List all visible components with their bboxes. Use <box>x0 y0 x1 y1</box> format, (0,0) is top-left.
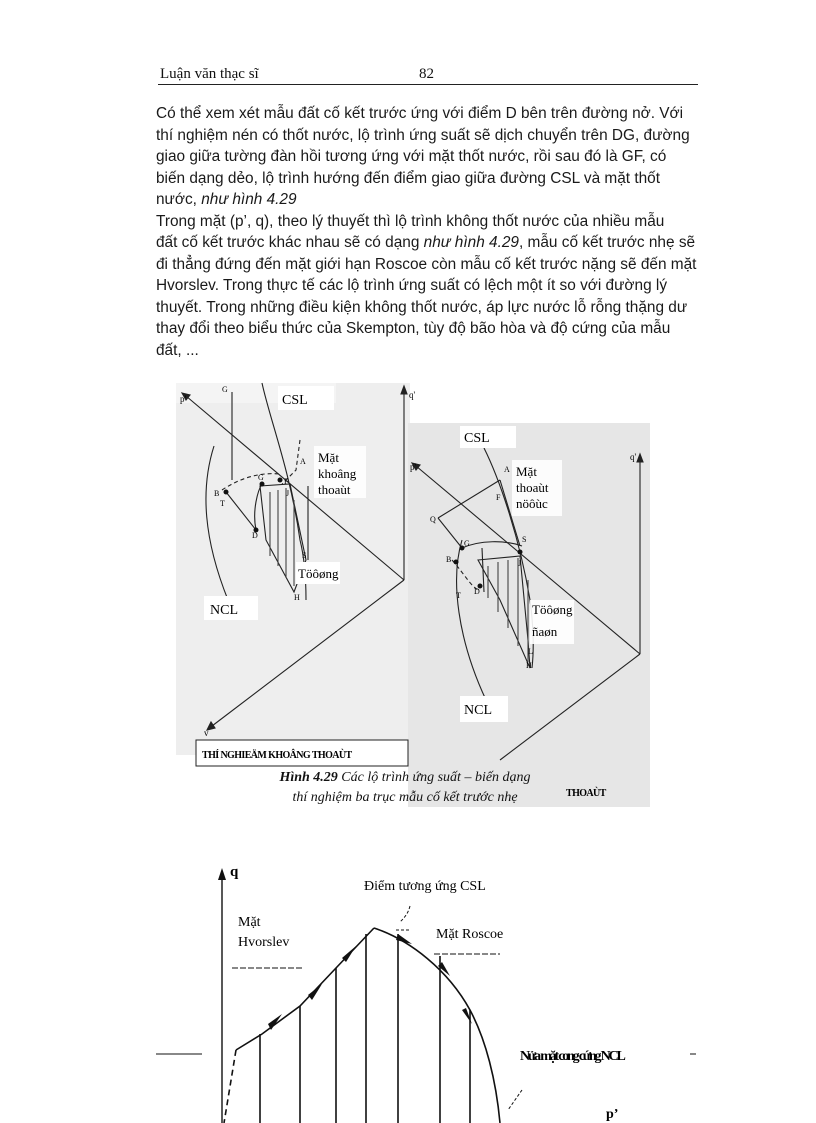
text-line: thay đổi theo biểu thức của Skempton, tùy độ bão hòa và độ cứng của mẫu <box>156 320 671 337</box>
svg-text:B: B <box>446 555 452 564</box>
right-surface-label: thoaùt <box>516 480 549 495</box>
svg-text:D: D <box>474 587 480 596</box>
text-line: đi thẳng đứng đến mặt giới hạn Roscoe còn mẫu cố kết trước nặng sẽ đến mặt <box>156 255 697 273</box>
caption-line-2: thí nghiệm ba trục mẫu cố kết trước nhẹ <box>292 790 518 805</box>
left-surface-label: Mặt <box>318 450 339 465</box>
roscoe-surface-curve <box>374 928 500 1123</box>
text-line: giao giữa tường đàn hồi tương ứng với mặt thốt nước, rồi sau đó là GF, có <box>156 148 667 165</box>
right-wall-label: Töôøng <box>532 602 573 617</box>
left-ncl-label: NCL <box>210 603 238 618</box>
axis-q-label: q <box>230 864 239 880</box>
roscoe-label: Mặt Roscoe <box>436 927 504 942</box>
left-axis-v: v <box>204 728 209 738</box>
right-axis-p: p' <box>410 462 417 472</box>
svg-text:L: L <box>528 647 533 656</box>
svg-text:F: F <box>284 477 289 486</box>
svg-text:H: H <box>294 593 300 602</box>
left-surface-label: khoâng <box>318 466 357 481</box>
svg-text:Q: Q <box>430 515 436 524</box>
figure-reference: như hình 4.29 <box>201 191 297 208</box>
right-wall-label: ñaøn <box>532 624 558 639</box>
right-axis-q: q' <box>630 452 637 462</box>
text-line: thí nghiệm nén có thốt nước, lộ trình ứng suất sẽ dịch chuyển trên DG, đường <box>156 126 690 144</box>
svg-text:T: T <box>220 499 225 508</box>
svg-text:G: G <box>258 473 264 482</box>
header-title: Luận văn thạc sĩ <box>160 66 259 82</box>
hvorslev-label: Hvorslev <box>238 935 290 950</box>
text-fragment: đất cố kết trước khác nhau sẽ có dạng <box>156 234 424 251</box>
text-line: đất, ... <box>156 341 199 359</box>
right-surface-label: nöôùc <box>516 496 548 511</box>
left-axis-q: q' <box>409 390 416 400</box>
text-line: biến dạng dẻo, lộ trình hướng đến điểm giao giữa đường CSL và mặt thốt <box>156 169 661 187</box>
dashed-marks <box>156 930 696 1054</box>
svg-text:A: A <box>504 465 510 474</box>
dashed-lower-left <box>224 1050 236 1123</box>
svg-text:B: B <box>214 489 220 498</box>
svg-text:T: T <box>456 591 461 600</box>
ncl-label: Nửa mặt cong cứng NCL <box>520 1049 624 1064</box>
left-box-label: THÍ NGHIEÄM KHOÂNG THOAÙT <box>202 750 352 761</box>
figure-reference: như hình 4.29 <box>423 234 519 251</box>
svg-text:J: J <box>518 559 522 568</box>
caption-figure-number: Hình 4.29 <box>279 770 338 785</box>
left-csl-label: CSL <box>282 393 308 408</box>
text-line: Trong mặt (p’, q), theo lý thuyết thì lộ trình không thốt nước của nhiều mẫu <box>156 212 665 230</box>
svg-text:H: H <box>526 661 532 670</box>
vertical-stress-paths <box>260 934 470 1123</box>
left-surface-label: thoaùt <box>318 482 351 497</box>
svg-text:G: G <box>222 385 228 394</box>
right-surface-label: Mặt <box>516 464 537 479</box>
text-line: thuyết. Trong những điều kiện không thốt nước, áp lực nước lỗ rỗng thặng dư <box>156 298 688 316</box>
svg-text:G: G <box>464 539 470 548</box>
ncl-pointer <box>508 1090 522 1110</box>
text-fragment: , mẫu cố kết trước nhẹ sẽ <box>519 234 696 251</box>
svg-text:A: A <box>300 457 306 466</box>
text-line: Hvorslev. Trong thực tế các lộ trình ứng suất có lệch một ít so với đường lý <box>156 277 668 294</box>
svg-text:J: J <box>286 489 290 498</box>
page-number: 82 <box>419 66 434 82</box>
hvorslev-label: Mặt <box>238 915 261 930</box>
svg-text:S: S <box>302 551 307 560</box>
text-fragment: nước, <box>156 191 202 208</box>
right-csl-label: CSL <box>464 431 490 446</box>
right-box-label: THOAÙT <box>566 788 606 799</box>
q-axis-arrow <box>218 868 226 880</box>
svg-text:F: F <box>496 493 501 502</box>
csl-pointer <box>400 906 410 922</box>
left-axis-p: p' <box>180 394 187 404</box>
axis-p-label: p’ <box>606 1107 619 1122</box>
path-arrows <box>268 934 472 1030</box>
left-wall-label: Töôøng <box>298 566 339 581</box>
text-line: Có thể xem xét mẫu đất cố kết trước ứng với điểm D bên trên đường nở. Với <box>156 105 684 122</box>
right-ncl-label: NCL <box>464 703 492 718</box>
caption-text: Các lộ trình ứng suất – biến dạng <box>337 770 531 785</box>
svg-text:D: D <box>252 531 258 540</box>
csl-point-label: Điểm tương ứng CSL <box>364 879 486 894</box>
svg-text:S: S <box>522 535 527 544</box>
